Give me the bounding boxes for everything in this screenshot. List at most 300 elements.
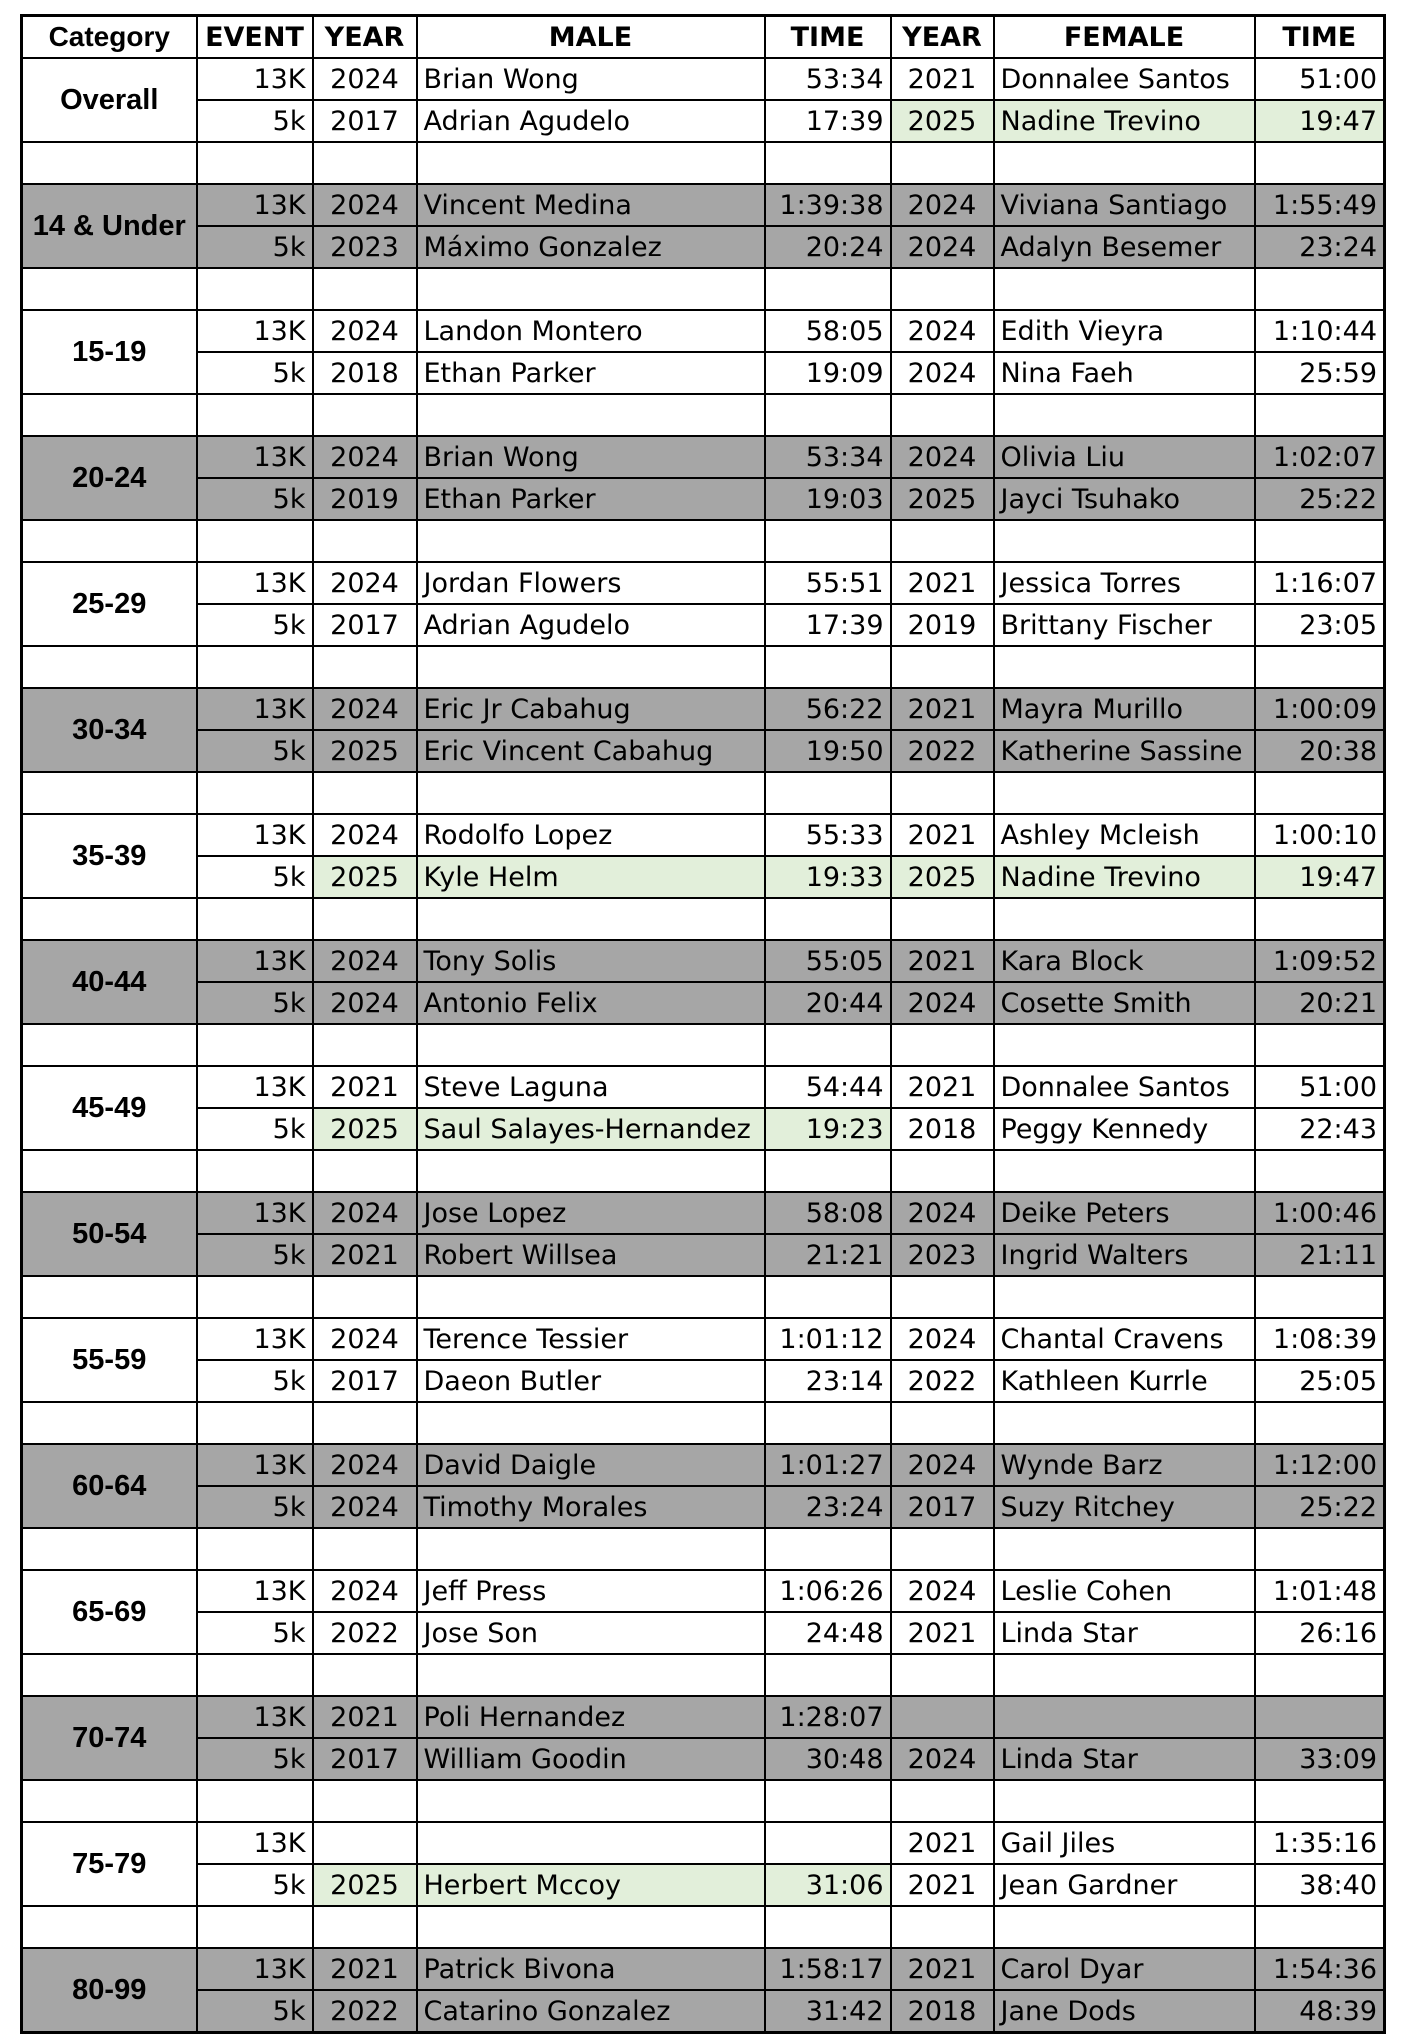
event-cell: 5k (197, 856, 313, 898)
category-cell: 70-74 (22, 1696, 197, 1780)
event-cell: 13K (197, 562, 313, 604)
spacer-cell (1255, 1276, 1385, 1318)
male-year-cell: 2021 (313, 1696, 417, 1738)
record-row (22, 1444, 1385, 1486)
record-row (22, 1738, 1385, 1780)
spacer-row (22, 1150, 1385, 1192)
spacer-cell (765, 1528, 891, 1570)
spacer-cell (313, 1906, 417, 1948)
male-time-cell: 19:09 (765, 352, 891, 394)
male-year-cell: 2024 (313, 310, 417, 352)
spacer-row (22, 646, 1385, 688)
event-cell: 5k (197, 1486, 313, 1528)
spacer-cell (22, 1024, 197, 1066)
category-cell: 45-49 (22, 1066, 197, 1150)
header-female-year: YEAR (891, 16, 994, 59)
category-cell: 80-99 (22, 1948, 197, 2033)
event-cell: 5k (197, 1738, 313, 1780)
event-cell: 13K (197, 688, 313, 730)
male-name-cell: David Daigle (417, 1444, 765, 1486)
spacer-cell (197, 1780, 313, 1822)
female-name-cell (994, 1696, 1255, 1738)
category-cell: 30-34 (22, 688, 197, 772)
female-time-cell: 20:38 (1255, 730, 1385, 772)
spacer-cell (22, 1780, 197, 1822)
spacer-cell (765, 394, 891, 436)
spacer-row (22, 268, 1385, 310)
male-year-cell: 2019 (313, 478, 417, 520)
male-time-cell: 20:24 (765, 226, 891, 268)
female-name-cell: Ingrid Walters (994, 1234, 1255, 1276)
records-body (22, 58, 1385, 2033)
female-time-cell: 23:05 (1255, 604, 1385, 646)
female-year-cell: 2022 (891, 1360, 994, 1402)
female-name-cell: Peggy Kennedy (994, 1108, 1255, 1150)
spacer-row (22, 772, 1385, 814)
female-name-cell: Viviana Santiago (994, 184, 1255, 226)
male-name-cell: Adrian Agudelo (417, 604, 765, 646)
female-name-cell: Adalyn Besemer (994, 226, 1255, 268)
female-name-cell: Ashley Mcleish (994, 814, 1255, 856)
male-year-cell: 2018 (313, 352, 417, 394)
category-cell: 65-69 (22, 1570, 197, 1654)
spacer-cell (22, 394, 197, 436)
spacer-cell (417, 898, 765, 940)
female-time-cell (1255, 1696, 1385, 1738)
spacer-cell (22, 520, 197, 562)
spacer-cell (765, 1024, 891, 1066)
spacer-cell (994, 142, 1255, 184)
spacer-cell (22, 268, 197, 310)
female-time-cell: 51:00 (1255, 1066, 1385, 1108)
female-year-cell: 2025 (891, 100, 994, 142)
event-cell: 5k (197, 100, 313, 142)
spacer-cell (891, 1402, 994, 1444)
male-name-cell: Brian Wong (417, 58, 765, 100)
male-year-cell: 2025 (313, 730, 417, 772)
spacer-cell (994, 898, 1255, 940)
male-time-cell: 30:48 (765, 1738, 891, 1780)
female-year-cell: 2018 (891, 1108, 994, 1150)
female-year-cell: 2024 (891, 310, 994, 352)
record-row (22, 982, 1385, 1024)
male-year-cell: 2021 (313, 1948, 417, 1990)
female-year-cell: 2025 (891, 478, 994, 520)
spacer-cell (765, 1402, 891, 1444)
male-name-cell: Jordan Flowers (417, 562, 765, 604)
spacer-cell (994, 1150, 1255, 1192)
male-name-cell: Poli Hernandez (417, 1696, 765, 1738)
female-year-cell: 2024 (891, 436, 994, 478)
spacer-cell (891, 394, 994, 436)
spacer-cell (765, 646, 891, 688)
spacer-cell (994, 1402, 1255, 1444)
male-time-cell: 1:06:26 (765, 1570, 891, 1612)
spacer-cell (891, 1780, 994, 1822)
male-year-cell: 2025 (313, 1864, 417, 1906)
event-cell: 13K (197, 1822, 313, 1864)
male-year-cell: 2024 (313, 1444, 417, 1486)
spacer-cell (197, 772, 313, 814)
male-name-cell: Ethan Parker (417, 352, 765, 394)
male-time-cell: 1:28:07 (765, 1696, 891, 1738)
male-time-cell: 19:23 (765, 1108, 891, 1150)
female-year-cell: 2021 (891, 814, 994, 856)
spacer-cell (22, 1906, 197, 1948)
male-time-cell: 23:14 (765, 1360, 891, 1402)
spacer-cell (1255, 1906, 1385, 1948)
female-year-cell: 2021 (891, 688, 994, 730)
spacer-cell (1255, 1402, 1385, 1444)
record-row (22, 436, 1385, 478)
spacer-cell (1255, 1150, 1385, 1192)
course-records-table (20, 14, 1386, 2034)
event-cell: 5k (197, 352, 313, 394)
record-row (22, 1486, 1385, 1528)
male-name-cell: Vincent Medina (417, 184, 765, 226)
male-year-cell: 2021 (313, 1066, 417, 1108)
female-name-cell: Katherine Sassine (994, 730, 1255, 772)
female-time-cell: 1:01:48 (1255, 1570, 1385, 1612)
record-row (22, 1948, 1385, 1990)
female-time-cell: 1:55:49 (1255, 184, 1385, 226)
female-year-cell: 2024 (891, 1318, 994, 1360)
female-year-cell: 2024 (891, 1192, 994, 1234)
male-year-cell: 2024 (313, 1570, 417, 1612)
spacer-row (22, 1906, 1385, 1948)
record-row (22, 100, 1385, 142)
male-name-cell: Rodolfo Lopez (417, 814, 765, 856)
spacer-cell (22, 772, 197, 814)
spacer-cell (891, 1654, 994, 1696)
event-cell: 13K (197, 814, 313, 856)
female-time-cell: 1:12:00 (1255, 1444, 1385, 1486)
male-year-cell: 2022 (313, 1612, 417, 1654)
header-row (22, 16, 1385, 59)
male-time-cell: 56:22 (765, 688, 891, 730)
spacer-cell (891, 1150, 994, 1192)
female-year-cell: 2018 (891, 1990, 994, 2033)
spacer-cell (765, 1150, 891, 1192)
event-cell: 13K (197, 1696, 313, 1738)
female-year-cell: 2024 (891, 352, 994, 394)
header-male: MALE (417, 16, 765, 59)
male-year-cell: 2024 (313, 562, 417, 604)
record-row (22, 1612, 1385, 1654)
female-time-cell: 25:05 (1255, 1360, 1385, 1402)
spacer-cell (417, 1780, 765, 1822)
female-time-cell: 23:24 (1255, 226, 1385, 268)
category-cell: 75-79 (22, 1822, 197, 1906)
female-name-cell: Wynde Barz (994, 1444, 1255, 1486)
female-time-cell: 1:00:10 (1255, 814, 1385, 856)
spacer-cell (994, 1780, 1255, 1822)
female-time-cell: 38:40 (1255, 1864, 1385, 1906)
female-name-cell: Donnalee Santos (994, 1066, 1255, 1108)
spacer-cell (994, 772, 1255, 814)
male-time-cell (765, 1822, 891, 1864)
spacer-cell (765, 268, 891, 310)
spacer-cell (417, 772, 765, 814)
male-year-cell: 2024 (313, 58, 417, 100)
female-name-cell: Mayra Murillo (994, 688, 1255, 730)
event-cell: 5k (197, 226, 313, 268)
male-name-cell: Jose Lopez (417, 1192, 765, 1234)
female-year-cell: 2024 (891, 1570, 994, 1612)
spacer-cell (765, 772, 891, 814)
female-name-cell: Leslie Cohen (994, 1570, 1255, 1612)
record-row (22, 814, 1385, 856)
category-cell: 20-24 (22, 436, 197, 520)
category-cell: 15-19 (22, 310, 197, 394)
female-time-cell: 1:10:44 (1255, 310, 1385, 352)
spacer-cell (1255, 1654, 1385, 1696)
record-row (22, 478, 1385, 520)
female-name-cell: Carol Dyar (994, 1948, 1255, 1990)
male-time-cell: 1:58:17 (765, 1948, 891, 1990)
spacer-cell (994, 1906, 1255, 1948)
male-time-cell: 55:05 (765, 940, 891, 982)
female-name-cell: Linda Star (994, 1738, 1255, 1780)
female-year-cell: 2022 (891, 730, 994, 772)
male-name-cell: Kyle Helm (417, 856, 765, 898)
spacer-cell (994, 1276, 1255, 1318)
male-time-cell: 17:39 (765, 100, 891, 142)
spacer-cell (891, 142, 994, 184)
female-time-cell: 19:47 (1255, 856, 1385, 898)
spacer-cell (1255, 394, 1385, 436)
record-row (22, 1192, 1385, 1234)
spacer-cell (417, 1528, 765, 1570)
male-name-cell: Ethan Parker (417, 478, 765, 520)
spacer-cell (994, 1528, 1255, 1570)
spacer-cell (197, 646, 313, 688)
record-row (22, 184, 1385, 226)
female-year-cell: 2024 (891, 982, 994, 1024)
male-year-cell: 2024 (313, 1486, 417, 1528)
header-male-time: TIME (765, 16, 891, 59)
record-row (22, 688, 1385, 730)
male-time-cell: 53:34 (765, 436, 891, 478)
male-time-cell: 58:08 (765, 1192, 891, 1234)
record-row (22, 730, 1385, 772)
male-time-cell: 1:01:27 (765, 1444, 891, 1486)
male-time-cell: 55:33 (765, 814, 891, 856)
spacer-row (22, 898, 1385, 940)
female-time-cell: 1:16:07 (1255, 562, 1385, 604)
record-row (22, 1066, 1385, 1108)
header-event: EVENT (197, 16, 313, 59)
male-time-cell: 21:21 (765, 1234, 891, 1276)
male-year-cell (313, 1822, 417, 1864)
record-row (22, 604, 1385, 646)
female-time-cell: 33:09 (1255, 1738, 1385, 1780)
record-row (22, 58, 1385, 100)
female-name-cell: Nadine Trevino (994, 100, 1255, 142)
female-name-cell: Jayci Tsuhako (994, 478, 1255, 520)
male-name-cell: Saul Salayes-Hernandez (417, 1108, 765, 1150)
male-time-cell: 1:39:38 (765, 184, 891, 226)
female-year-cell: 2023 (891, 1234, 994, 1276)
male-time-cell: 19:50 (765, 730, 891, 772)
event-cell: 13K (197, 436, 313, 478)
spacer-cell (313, 1402, 417, 1444)
male-name-cell (417, 1822, 765, 1864)
spacer-cell (994, 1654, 1255, 1696)
event-cell: 13K (197, 940, 313, 982)
spacer-cell (765, 1276, 891, 1318)
female-time-cell: 20:21 (1255, 982, 1385, 1024)
record-row (22, 940, 1385, 982)
spacer-cell (417, 646, 765, 688)
event-cell: 13K (197, 1192, 313, 1234)
female-time-cell: 25:22 (1255, 1486, 1385, 1528)
female-name-cell: Jane Dods (994, 1990, 1255, 2033)
spacer-cell (1255, 772, 1385, 814)
male-name-cell: Landon Montero (417, 310, 765, 352)
spacer-cell (994, 1024, 1255, 1066)
male-year-cell: 2022 (313, 1990, 417, 2033)
female-time-cell: 21:11 (1255, 1234, 1385, 1276)
header-category: Category (22, 16, 197, 59)
female-time-cell: 1:09:52 (1255, 940, 1385, 982)
female-time-cell: 19:47 (1255, 100, 1385, 142)
female-year-cell: 2021 (891, 1822, 994, 1864)
female-time-cell: 1:00:09 (1255, 688, 1385, 730)
spacer-cell (313, 646, 417, 688)
female-year-cell: 2024 (891, 184, 994, 226)
event-cell: 5k (197, 1360, 313, 1402)
spacer-cell (313, 898, 417, 940)
male-name-cell: Eric Jr Cabahug (417, 688, 765, 730)
male-time-cell: 17:39 (765, 604, 891, 646)
male-time-cell: 19:33 (765, 856, 891, 898)
spacer-cell (994, 394, 1255, 436)
male-name-cell: Catarino Gonzalez (417, 1990, 765, 2033)
female-name-cell: Olivia Liu (994, 436, 1255, 478)
spacer-cell (197, 1528, 313, 1570)
male-time-cell: 19:03 (765, 478, 891, 520)
event-cell: 5k (197, 604, 313, 646)
male-name-cell: Tony Solis (417, 940, 765, 982)
female-name-cell: Brittany Fischer (994, 604, 1255, 646)
category-cell: 25-29 (22, 562, 197, 646)
female-name-cell: Edith Vieyra (994, 310, 1255, 352)
spacer-cell (994, 268, 1255, 310)
event-cell: 5k (197, 982, 313, 1024)
male-year-cell: 2024 (313, 940, 417, 982)
spacer-cell (22, 1654, 197, 1696)
record-row (22, 1822, 1385, 1864)
female-time-cell: 25:59 (1255, 352, 1385, 394)
female-year-cell: 2021 (891, 1864, 994, 1906)
category-cell: 35-39 (22, 814, 197, 898)
male-time-cell: 1:01:12 (765, 1318, 891, 1360)
record-row (22, 226, 1385, 268)
spacer-cell (197, 1402, 313, 1444)
spacer-cell (1255, 898, 1385, 940)
female-time-cell: 48:39 (1255, 1990, 1385, 2033)
male-year-cell: 2023 (313, 226, 417, 268)
spacer-cell (891, 1906, 994, 1948)
male-time-cell: 20:44 (765, 982, 891, 1024)
male-year-cell: 2025 (313, 856, 417, 898)
spacer-cell (197, 142, 313, 184)
female-year-cell: 2021 (891, 1612, 994, 1654)
spacer-cell (22, 898, 197, 940)
spacer-cell (197, 1276, 313, 1318)
female-name-cell: Kara Block (994, 940, 1255, 982)
spacer-cell (22, 646, 197, 688)
spacer-cell (1255, 520, 1385, 562)
spacer-cell (197, 1024, 313, 1066)
spacer-cell (994, 520, 1255, 562)
male-name-cell: Herbert Mccoy (417, 1864, 765, 1906)
male-year-cell: 2024 (313, 982, 417, 1024)
male-name-cell: Daeon Butler (417, 1360, 765, 1402)
female-year-cell (891, 1696, 994, 1738)
spacer-cell (765, 520, 891, 562)
spacer-row (22, 142, 1385, 184)
event-cell: 13K (197, 58, 313, 100)
record-row (22, 352, 1385, 394)
spacer-cell (197, 898, 313, 940)
female-time-cell: 22:43 (1255, 1108, 1385, 1150)
spacer-cell (197, 1906, 313, 1948)
male-name-cell: Adrian Agudelo (417, 100, 765, 142)
category-cell: Overall (22, 58, 197, 142)
male-name-cell: Brian Wong (417, 436, 765, 478)
spacer-cell (891, 1024, 994, 1066)
female-name-cell: Linda Star (994, 1612, 1255, 1654)
spacer-row (22, 394, 1385, 436)
spacer-cell (313, 520, 417, 562)
spacer-row (22, 1654, 1385, 1696)
event-cell: 13K (197, 1948, 313, 1990)
spacer-cell (417, 1402, 765, 1444)
female-year-cell: 2021 (891, 1948, 994, 1990)
female-time-cell: 1:02:07 (1255, 436, 1385, 478)
spacer-row (22, 1276, 1385, 1318)
spacer-cell (417, 394, 765, 436)
spacer-cell (417, 1906, 765, 1948)
spacer-cell (313, 1024, 417, 1066)
spacer-cell (313, 394, 417, 436)
spacer-cell (313, 1150, 417, 1192)
event-cell: 13K (197, 1570, 313, 1612)
spacer-cell (22, 1150, 197, 1192)
male-time-cell: 55:51 (765, 562, 891, 604)
female-time-cell: 51:00 (1255, 58, 1385, 100)
female-name-cell: Deike Peters (994, 1192, 1255, 1234)
male-time-cell: 53:34 (765, 58, 891, 100)
event-cell: 13K (197, 184, 313, 226)
record-row (22, 1108, 1385, 1150)
spacer-cell (417, 1654, 765, 1696)
spacer-cell (994, 646, 1255, 688)
spacer-cell (313, 1528, 417, 1570)
spacer-cell (765, 1780, 891, 1822)
spacer-cell (417, 1024, 765, 1066)
male-year-cell: 2021 (313, 1234, 417, 1276)
male-name-cell: Timothy Morales (417, 1486, 765, 1528)
spacer-cell (22, 1528, 197, 1570)
male-name-cell: William Goodin (417, 1738, 765, 1780)
spacer-cell (765, 1654, 891, 1696)
spacer-cell (417, 1276, 765, 1318)
record-row (22, 1864, 1385, 1906)
event-cell: 5k (197, 1990, 313, 2033)
